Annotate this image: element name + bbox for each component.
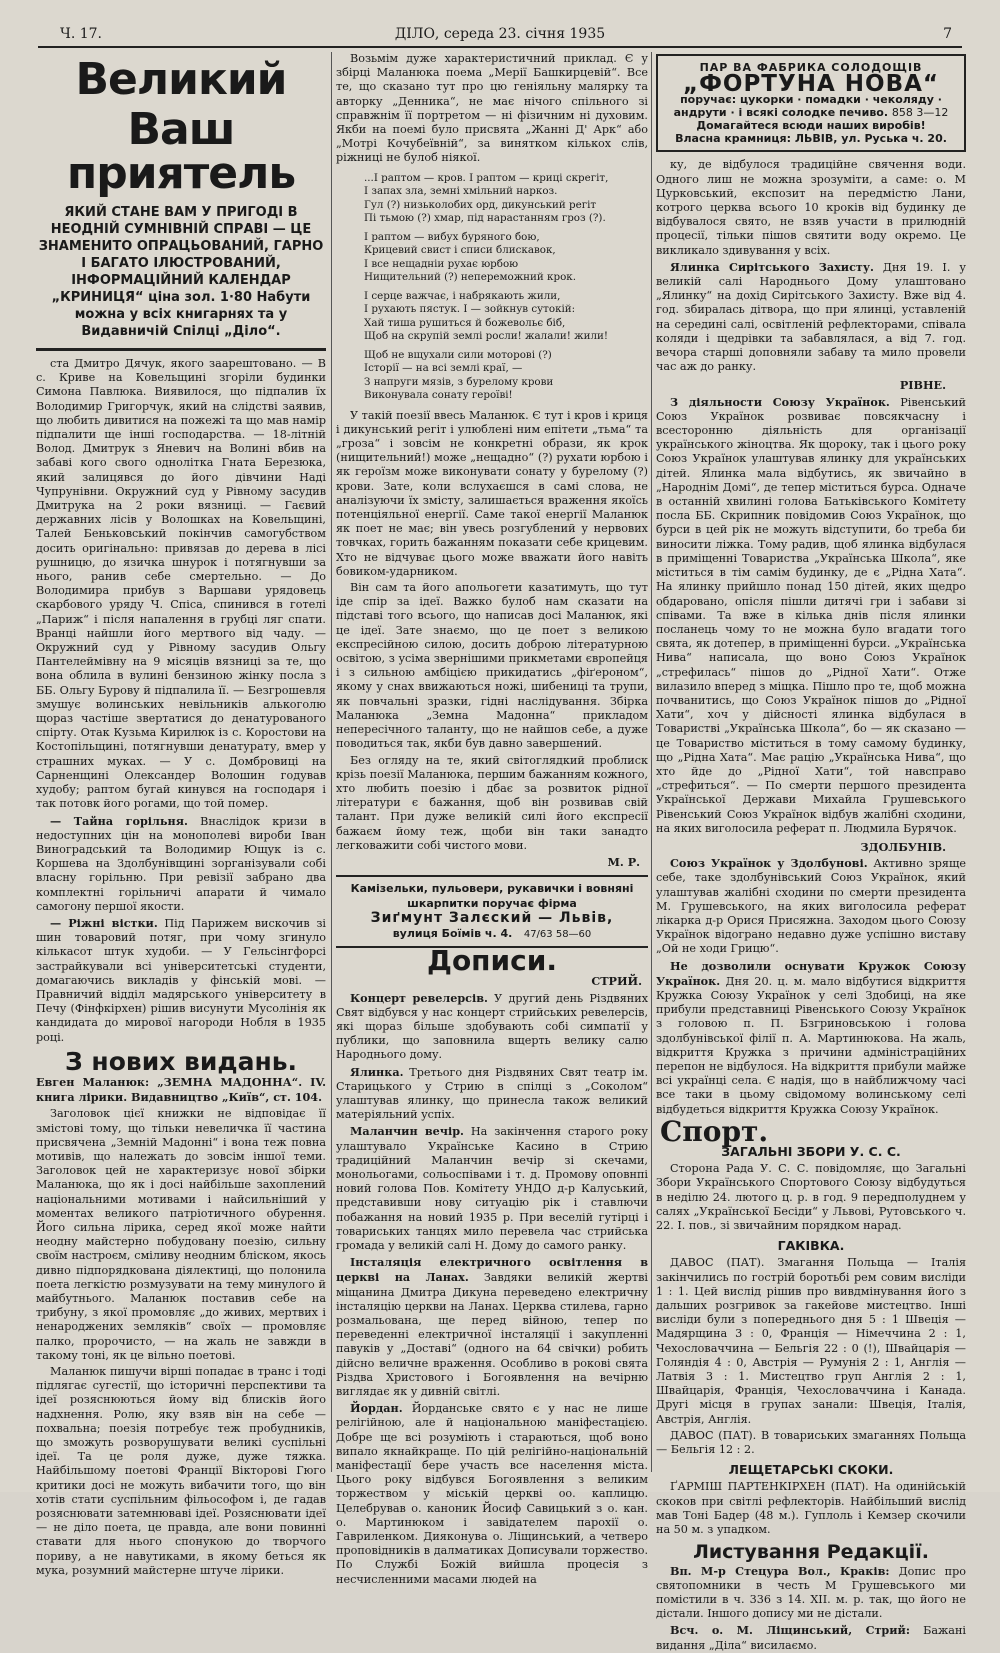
column-divider	[651, 52, 652, 1472]
poem-line: І рухають пястук. І — зойкнув сутокій:	[364, 303, 576, 316]
dateline: ЗДОЛБУНІВ.	[860, 839, 946, 854]
poem-line: Щоб на скрупій землі росли! жалали! жили!	[364, 330, 609, 343]
poem-line: Гул (?) низьколобих орд, дикунський регіт	[364, 198, 597, 211]
poem-quote	[364, 172, 648, 403]
column-3	[656, 52, 967, 1652]
news-lead: — Ріжні вістки.	[50, 915, 158, 930]
sport-paragraph: ДАВОС (ПАТ). Змагання Польща — Італія закінчились по гострій боротьбі рем совим висліди 1 : 1. Цей вислід рішив про вивдмінування його з дальших розгривок за гакейове мистецтво. Інші висліди були з попереднього дня 5 : 1 Швеція — Мадярщина 3 : 0, Франція — Німеччина 2 : 1, Чехословаччина — Бельгія 22 : 0 (!), Швайцарія — Голяндія 4 : 0, Австрія — Румунія 2 : 1, Англія — Латвія 3 : 1. Мистецтво груп Англія 2 : 1, Швайцарія, Франція, Чехословаччина і Канада. Другі місця в групах занали: Швеція, Італія, Австрія, Англія.	[656, 1256, 966, 1426]
report-paragraph: Концерт ревелерсів. У другий день Різдвяних Свят відбувся у нас концерт стрийських ревелерсів, які щораз більше здобувають собі симпатії у публики, що заповнила вщерть велику салю Народнього дому.	[336, 990, 649, 1062]
section-heading: Листування Редакції.	[693, 1541, 929, 1564]
ad-address: Власна крамниця: ЛЬВІВ, ул. Руська ч. 20.	[675, 132, 947, 146]
section-heading: Спорт.	[660, 1114, 769, 1148]
poem-line: Щоб не вщухали сили моторові (?)	[364, 348, 552, 361]
issue-number: Ч. 17.	[60, 26, 102, 42]
subheading: ЗАГАЛЬНІ ЗБОРИ У. С. С.	[721, 1144, 901, 1160]
ad-body: ЯКИЙ СТАНЕ ВАМ У ПРИГОДІ В НЕОДНІЙ СУМНІВНІЙ СПРАВІ — ЦЕ ЗНАМЕНИТО ОПРАЦЬОВАНИЙ, ГАРНО І БАГАТО ІЛЮСТРОВАНИЙ, ІНФОРМАЦІЙНИЙ КАЛЕНДАР „КРИНИЦЯ“ ціна зол. 1·80 Набути можна у всіх книгарнях та у Видавничій Спілці „Діло“.	[38, 205, 324, 339]
fortuna-nova-ad	[656, 54, 966, 152]
poem-line: Пі тьмою (?) хмар, під нарастанням гроз (?).	[364, 212, 606, 225]
ad-headline-2: Ваш приятель	[66, 104, 296, 199]
author-signature: М. Р.	[607, 854, 640, 869]
page-header	[40, 26, 960, 48]
report-paragraph: Інсталяція електричного освітлення в церкві на Ланах. Завдяки великій жертві міщанина Дмитра Дикуна переведено електричну інсталяцію церкви на Ланах. Церква стилева, гарно розмальована, ще перед війною, тепер по переведенні електричної інсталяції і закупленні павуків у „Доставі“ (одного на 64 свічки) робить дійсно величне враження. Особливо в роковi свята Різдва Христового і Богоявлення на вечірню виглядає як у дивній світлі.	[336, 1255, 648, 1399]
ad-firm-name: Зиґмунт Залєский — Львів,	[370, 910, 614, 927]
poem-line: Нищительний (?) непереможний крок.	[364, 271, 576, 284]
review-paragraph: Без огляду на те, який світоглядкий проблиск крізь поезії Маланюка, першим бажанням кожного, хто любить поезію і дбає за розвиток рідної літератури є бажання, щоб він розвивав свій талант. При дуже великій силі його експресії бажаєм йому теж, щоби він таки занадто легковажити собі чистого мови.	[336, 753, 648, 852]
page-number: 7	[943, 26, 952, 42]
poem-line: Крицевий свист і списи блискавок,	[364, 244, 556, 257]
section-heading: З нових видань.	[64, 1046, 298, 1076]
book-title: Евген Маланюк: „ЗЕМНА МАДОННА“. IV. книга лірики. Видавництво „Київ“, ст. 104.	[36, 1074, 326, 1105]
poem-line: І раптом — вибух буряного бою,	[364, 230, 540, 243]
review-paragraph: Возьмім дуже характеристичний приклад. Є у збірці Маланюка поема „Мерії Башкирцевій“. Все те, що сказано тут про цю геніяльну малярку та авторку „Денника“, не має нічого спільного зі справжнім її портретом — ні фізичним ні духовим. Якби на поемі було присвята „Жанні Д' Арк“ або „Мотрі Кочубеївній“, за винятком кількох слів, ріжниці не булоб ніякої.	[336, 52, 648, 165]
poem-line: Хай тиша рушиться й божевольє біб,	[364, 316, 566, 329]
report-paragraph: Ялинка. Третього дня Різдвяних Свят театр ім. Старицького у Стрию в спілці з „Соколом“ улаштував ялинку, що принесла також великий матеріяльний успіх.	[336, 1064, 648, 1122]
dateline: РІВНЕ.	[899, 378, 946, 393]
header-rule	[38, 46, 962, 48]
poem-line: І серце важчає, і набрякають жили,	[364, 289, 561, 302]
column-2	[336, 52, 649, 1586]
poem-line: І все нещадніи рухає юрбою	[364, 257, 519, 270]
poem-line: З напруги мязів, з бурелому крови	[364, 375, 554, 388]
review-paragraph: Він сам та його апольогети казатимуть, що тут іде спір за ідеї. Важко булоб нам сказати на підставі того всього, що написав досі Маланюк, які це ідеї. Зате знаємо, що це поет з великою експресійною силою, досить доброю літературною освітою, з усіма звернішими прикметами європейця і з сильною амбіцією прикидатись „фіґероном“, якому у снах ввижаються ножі, шибениці та трупи, як повчальні зразки, гідні наслідування. Збірка Маланюка „Земна Мадонна“ прикладом непересічного таланту, що не найшов себе, а дуже поводиться так, якби був давно завершений.	[336, 581, 648, 751]
report-paragraph: Йордан. Йорданське свято є у нас не лише релігійною, але й національною маніфестацією. Добре ще всі розуміють і стараються, щоб воно випало якнайкраще. По цій релігійно-національній маніфестації бере участь все населення міста. Цього року відбувся Богоявлення з великим торжеством у міській церкві оо. каплицю. Целебрував о. каноник Йосиф Савицький з о. кан. о. Мартинюком і завідателем парохії о. Гавриленком. Дияконува о. Ліщинський, а четверо проповідників в далматиках Дописували торжество. По Службі Божій вийшла процесія з несчисленними масами людей на	[336, 1401, 648, 1586]
column-divider	[331, 52, 332, 1472]
sport-paragraph: ҐАРМІШ ПАРТЕНКІРХЕН (ПАТ). На одинійській скоков при світлі рефлекторів. Найбільший вислід мав Тоні Бадер (48 м.). Гуплоль і Кемзер скочили на 50 м. з упадком.	[656, 1480, 966, 1537]
subheading: ЛЕЩЕТАРСЬКІ СКОКИ.	[728, 1462, 894, 1478]
section-heading: Дописи.	[427, 944, 557, 978]
ad-address-line: вулиця Боїмів ч. 4. 47/63 58—60	[392, 927, 592, 941]
poem-line: Виконувала сонату героїві!	[364, 389, 513, 402]
sport-paragraph: Сторона Рада У. С. С. повідомляє, що Загальні Збори Українського Спортового Союзу відбудуться в неділю 24. лютого ц. р. в год. 9 передполуднем у салях „Української Бесіди“ у Львові, Рутовського ч. 22. І. пов., зі звичайним порядком нарад.	[656, 1162, 966, 1233]
report-paragraph: Ялинка Сирітського Захисту. Дня 19. І. у великій салі Народнього Дому улаштовано „Ялинку“ на дохід Сирітського Захисту. Вже від 4. год. збиралась дітвора, що при ялинці, уставленій на середині салі, освітленій рефлекторами, співала коляди і щедрівки та забавлялася, а від 7. год. вечора старші доповняли забаву та мило провели час аж до ранку.	[656, 259, 967, 374]
subheading: ГАКІВКА.	[777, 1238, 845, 1254]
ad-rule	[36, 348, 326, 351]
report-paragraph: З діяльности Союзу Українок. Рівенський Союз Українок розвиває повсякчасну і всесторонню діяльність для організації українського жіноцтва. Як щороку, так і цього року Союз Українок улаштував ялинку для українських дітей. Ялинка мала відбутись, як звичайно в „Народнім Домі“, де тепер міститься бурса. Одначе в останній хвилині голова Батьківського Комітету посла ББ. Скрипник повідомив Союз Українок, що бурси в цей рік не можуть відступити, бо треба би виносити ліжка. Тому радив, щоб ялинка відбулася в приміщенні Товариства „Українська Школа“, яке міститься в тім самім будинку, де є „Рідна Хата“. На ялинку прийшло понад 150 дітей, яких щедро обдаровано, опісля пішли дитячі гри і забави зі співами. Та вже в кілька днів після ялинки посланець чому то не можна було вгадати того свята, як дотепер, в приміщенні бурси. „Українська Нива“ написала, що воно Союз Українок „стрефилась“ пішов до „Рідної Хати“. Отже вилазило вперед з міщка. Пішло про те, щоб можна почванитись, що Союз Українок пішов до „Рідної Хати“, хоч у дійсності ялинка відбулася в Товаристві „Українська Школа“, бо — як сказано — це Товариство міститься в тому самому будинку, що „Рідна Хата“. Має рацію „Українська Нива“, що хто йде до „Рідної Хати“, той навсправо „стрефиться“. — По смерти першого президента Української Держави Михайла Грушевського Рівенський Союз Українок відбув жалібні сходини, на яких виголосила реферат п. Людмила Бурячок.	[656, 394, 966, 835]
masthead-date: ДІЛО, середа 23. січня 1935	[394, 26, 606, 42]
column-1	[36, 52, 326, 1577]
news-paragraph: — Ріжні вістки. Під Парижем вискочив зі шин товаровий потяг, при чому згинуло кількасот штук худоби. — У Гельсінгфорсі застрайкували всі університетські студенти, домагаючись викладів у фінській мові. — Правничий відділ мадярського університету в Печу (Фінфкірхен) рішив висунути Мусолінія як кандидата до мирової нагороди Нобля в 1935 році.	[36, 915, 326, 1044]
review-paragraph: Заголовок цієї книжки не відповідає її змістові тому, що тільки невеличка її частина присвячена „Земній Мадонні“ і вона теж повна мотивів, що належать до зовсім іншої теми. Заголовок цей не характеризує нової збірки Маланюка, що як і досі найбільше захоплений національними мотивами і найсильніший у моментах великого патріотичного обурення. Його сильна лірика, серед якої може найти неодну майстерно побудовану поезію, сильну своїм настроєм, сміливу неодним бліском, якось дивно підпорядкована діялектиці, що полонила поета легкістю розмузувати на тему минулого й майбутнього. Маланюк поставив себе на трибуну, з якої промовляє „до живих, мертвих і ненароджених земляків“ своїх — промовляє палко, пророчисто, — на жаль не завжди в такому тоні, як це вільно поетові.	[36, 1107, 326, 1362]
dateline: СТРИЙ.	[591, 974, 642, 989]
ad-headline-1: Великий	[75, 54, 287, 105]
ad-text: ПАР ВА ФАБРИКА СОЛОДОЩІВ	[699, 61, 923, 74]
report-paragraph: Союз Українок у Здолбунові. Активно зряще себе, таке здолбунівський Союз Українок, який улаштував жалібні сходини по смерти президента М. Грушевського, на яких виголосила реферат лікарка д-р Орися Присяжна. Заходом цього Союзу Українок відограно недавно дуже успішно виставу „Ой не ходи Грицю“.	[656, 856, 966, 956]
review-paragraph: Маланюк пишучи вірші попадає в транс і тоді підлягає сугестії, що історичні перспективи та ідеї розяснюються йому від блисків його надхнення. Ролю, яку взяв він на себе — похвальна; поезія потребує теж пробудників, що зможуть розворушувати великі суспільні ідеї. Та це роля дуже, дуже тяжка. Найбільшому поетові Франції Вікторові Гюго критики досі не можуть вибачити того, що він хотів стати суспільним фільософом і, де гадав розяснювати затемнюваві ідеї. Розяснювати ідеї — не діло поета, це правда, але вони повинні ставати для нього спонукою до творчого пориву, а не навутиками, в якому беться як мука, розумний майстерне штуче лірики.	[36, 1365, 326, 1577]
review-paragraph: У такій поезії ввесь Маланюк. Є тут і кров і криця і дикунський регіт і улюблені ним епітети „тьма“ та „гроза“ і зовсім не конкретні образи, як крок (нищительний!) може „нещадно“ (?) рухати юрбою і як героїзм може виконувати сонату у бурелому (?) крови. Зате, коли вслухаєшся в самі слова, не аналізуючи їх змісту, залишається враження якоїсь потенціяльної енергії. Саме такої енергії Маланюк як поет не має; він увесь розгублений у нервових товчках, горить бажанням показати себе крицевим. Хто не відчуває цього може вважати його навіть бовиком-ударником.	[336, 408, 648, 578]
ad-brand: „ФОРТУНА НОВА“	[682, 71, 940, 98]
letter-paragraph: Вп. М-р Стецура Вол., Краків: Допис про святопомники в честь М Грушевського ми помістили в ч. 336 з 14. XII. м. р. так, що його не дістали. Іншого допису ми не дістали.	[656, 1563, 966, 1621]
poem-line: Історії — на всі землі краї, —	[364, 362, 523, 375]
report-paragraph: ку, де відбулося традиційне свячення води. Одного лиш не можна зрозуміти, а саме: о. М Цурковський, експозит на передмістю Лани, котрого церква всього 10 кроків від будинку де відбувалося свято, не взяв участи в прилюдній процесії, тільки пішов святити воду окремо. Це викликало здивування у всіх.	[656, 158, 966, 257]
report-paragraph: Маланчин вечір. На закінчення старого року улаштувало Українське Касино в Стрию традиційний Маланчин вечір зі скечами, монольогами, сольоспівами і т. д. Промову оповнпі новий голова Пов. Комітету УНДО д-р Калуський, представивши нову ситуацію рік і ставлючи побажання на новий 1935 р. При веселій гутірці і товариських танцях мило перевела час стрийська громада у великій салі Н. Дому до самого ранку.	[336, 1124, 648, 1252]
news-paragraph: ста Дмитро Дячук, якого заарештовано. — В с. Криве на Ковельщині згоріли будинки Симона Павлюка. Виявилося, що підпалив їх Володимир Григорчук, який на слідстві заявив, що любить дивитися на пожежі та що мав намір підпалити ще інші господарства. — 18-літній Волод. Дмитрук з Яневич на Волині вбив на забаві кого свого одноліткa Гната Березюка, який залицявся до його дівчини Наді Чупрунівни. Окружний суд у Рівному засудив Дмитрука на 2 роки вязниці. — Гаєвий державних лісів у Волошках на Ковельщині, Талей Беньковський покінчив самогубством досить оригінально: привязав до дерева в лісі рушницю, до язичка шнурок і потягнувши за нього, ранив себе смертельно. — До Володимира прибув з Варшави урядовець скарбового уряду Ч. Спіса, спинився в готелі „Париж“ і після напалення в грубці ляг спати. Вранці найшли його мертвого від чаду. — Окружний суд у Рівному засудив Ольгу Пантелеймівну на 9 місяців вязниці за те, що вона облила в вулині бензиною жінку посла з ББ. Ольгу Бурову й підпалила її. — Безгрошевля змушує волинських невільників алькоголю щораз частіше звертатися до денатурованого спірту. Отак Кузьма Кирилюк із с. Коростови на Костопільщині, потягнувши денатурату, вмер у страшних муках. — У с. Домбровиці на Сарненщині Олександер Волошин годував худобу; раптом бугай кинувся на господаря і так потовк його рогами, що той помер.	[36, 357, 326, 811]
knitwear-ad	[336, 875, 648, 948]
news-lead: — Тайна горільня.	[50, 813, 188, 828]
sport-paragraph: ДАВОС (ПАТ). В товариських змаганнях Польща — Бельгія 12 : 2.	[656, 1428, 966, 1457]
news-paragraph: — Тайна горільня. Внаслідок кризи в недоступних цін на монополеві вироби Іван Виноградський та Володимир Ющук із с. Коршева на Здолбунівщині зорганізували собі власну горільню. При ревізії забрано два комплектні горільничі апарати й чимало самогону першої якости.	[36, 813, 326, 913]
poem-line: ...І раптом — кров. І раптом — криці скрегіт,	[364, 171, 609, 184]
ad-products: поручає: цукорки · помадки · чеколяду · андрути · і всякі солодке печиво. 858 3—12	[673, 93, 949, 120]
ad-text: Камізельки, пульовери, рукавички і вовняні шкарпитки поручає фірма	[350, 882, 634, 911]
ad-text: Домагайтеся всюди наших виробів!	[696, 119, 926, 133]
letter-paragraph: Всч. о. М. Ліщинський, Стрий: Бажані видання „Діла“ висилаємо.	[656, 1623, 966, 1652]
poem-line: І запах зла, земні хмільний наркоз.	[364, 185, 558, 198]
report-paragraph: Не дозволили оснувати Кружок Союзу Українок. Дня 20. ц. м. мало відбутися відкриття Кружка Союзу Українок у селі Здобиці, на яке прибули представниці Рівенського Союзу Українок з головою п. П. Бзгриновською і голова здолбунівської філії п. А. Мартинюкова. На жаль, відкриття Кружка з причини адміністраційних перепон не відбулося. На відкриття прибули майже всі українці села. Є надія, що в найближчому часі все таки в цьому свідомому волинському селі відбудеться відкриття Кружка Союзу Українок.	[656, 958, 966, 1116]
